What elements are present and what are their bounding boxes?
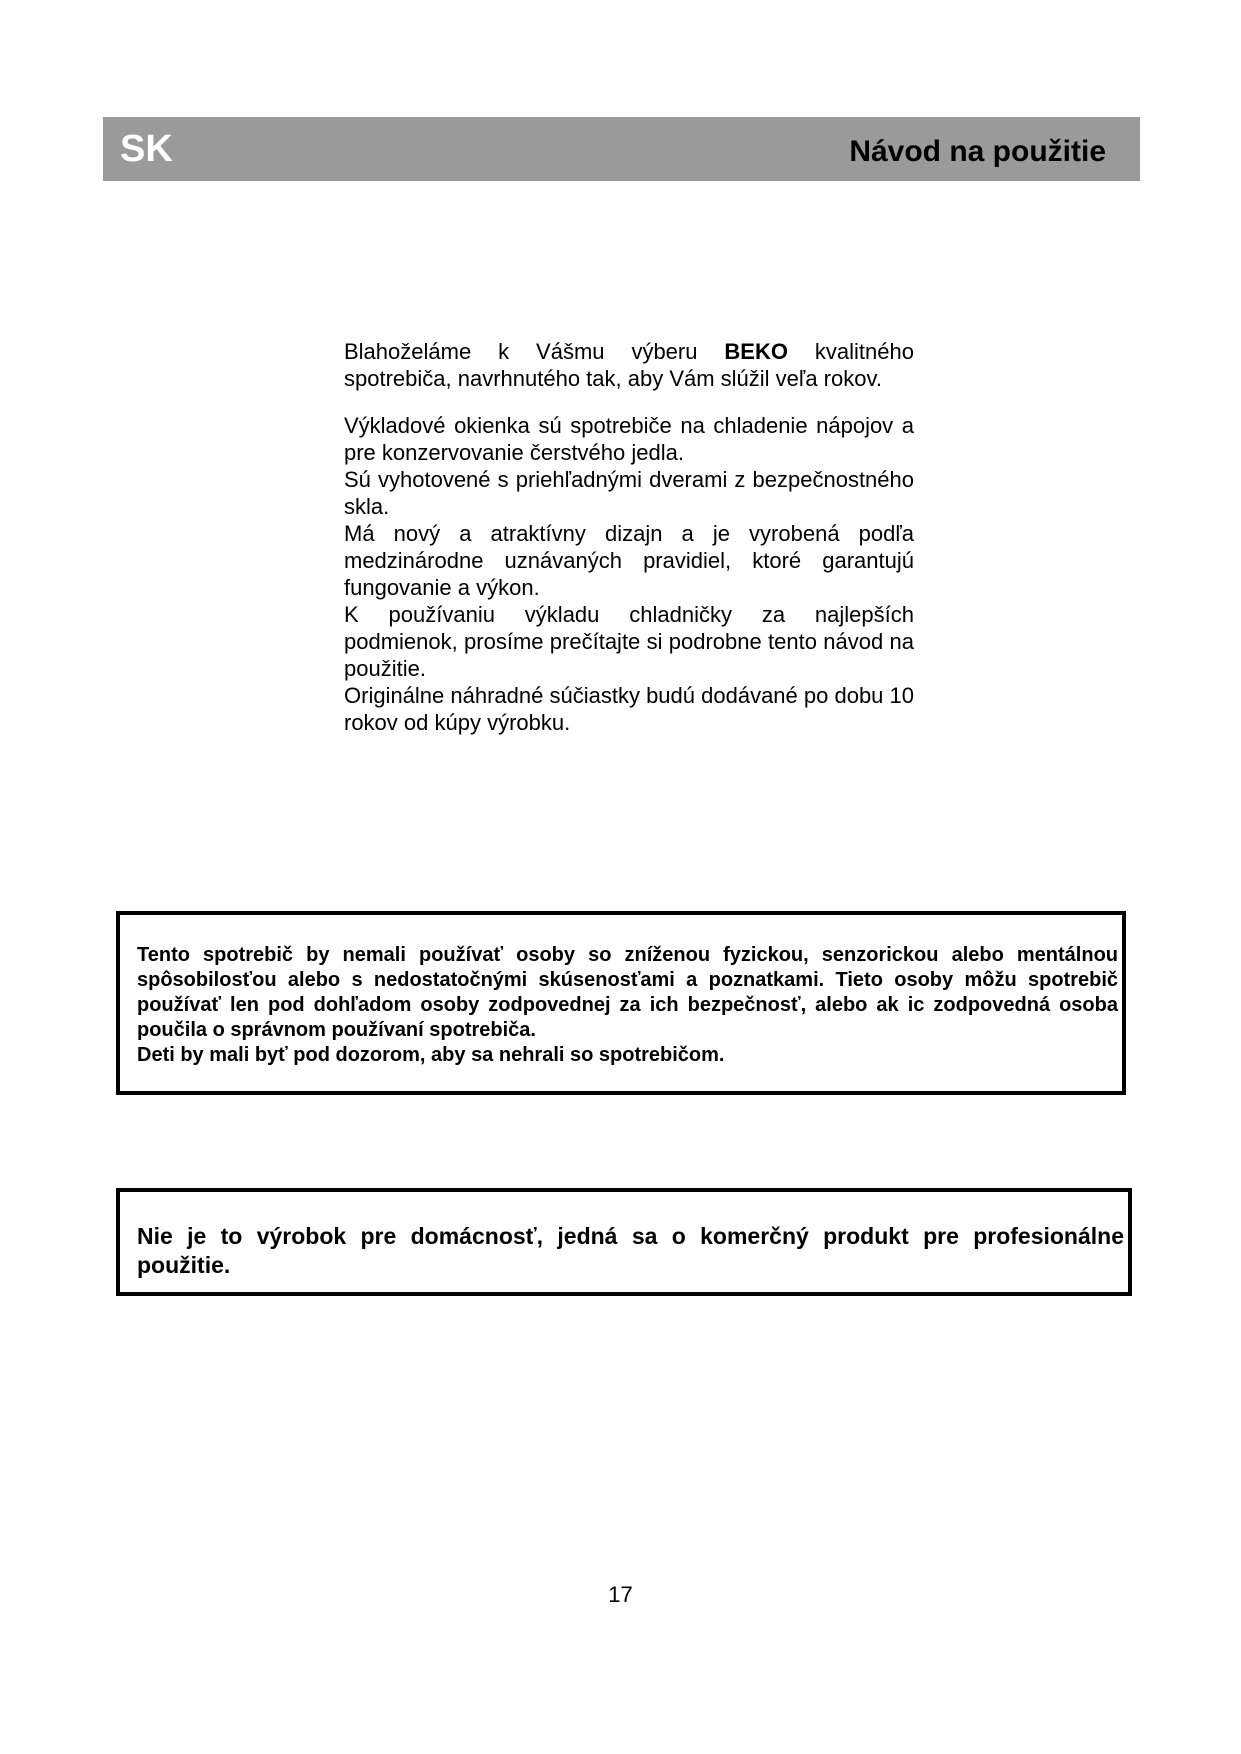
- greeting-paragraph: [344, 338, 914, 392]
- description-paragraph: [344, 412, 914, 736]
- description-line: K používaniu výkladu chladničky za najlepších podmienok, prosíme prečítajte si podrobne tento návod na použitie.: [344, 602, 914, 681]
- document-title: Návod na použitie: [849, 135, 1106, 168]
- greeting-before: Blahoželáme k Vášmu výberu: [344, 339, 698, 364]
- children-supervision-text: Deti by mali byť pod dozorom, aby sa nehrali so spotrebičom.: [137, 1044, 725, 1066]
- commercial-notice-text: Nie je to výrobok pre domácnosť, jedná sa o komerčný produkt pre profesionálne použitie.: [137, 1223, 1124, 1278]
- description-line: Sú vyhotovené s priehľadnými dverami z bezpečnostného skla.: [344, 467, 914, 519]
- intro-text: [344, 338, 914, 756]
- commercial-notice-box: [116, 1188, 1132, 1296]
- header-bar: [103, 117, 1140, 181]
- safety-notice-text: Tento spotrebič by nemali používať osoby so zníženou fyzickou, senzorickou alebo mentálnou spôsobilosťou alebo s nedostatočnými skúsenosťami a poznatkami. Tieto osoby môžu spotrebič používať len pod dohľadom osoby zodpovednej za ich bezpečnosť, alebo ak ic zodpovedná osoba poučila o správnom používaní spotrebiča.: [137, 944, 1118, 1041]
- description-line: Má nový a atraktívny dizajn a je vyrobená podľa medzinárodne uznávaných pravidiel, ktoré garantujú fungovanie a výkon.: [344, 521, 914, 600]
- greeting-after: kvalitného spotrebiča, navrhnutého tak, aby Vám slúžil veľa rokov.: [344, 339, 914, 391]
- brand-name: BEKO: [724, 339, 788, 364]
- safety-notice-box: [116, 911, 1126, 1095]
- language-code: SK: [120, 128, 173, 170]
- page-number: 17: [608, 1582, 633, 1607]
- description-line: Výkladové okienka sú spotrebiče na chladenie nápojov a pre konzervovanie čerstvého jedla.: [344, 413, 914, 465]
- description-line: Originálne náhradné súčiastky budú dodávané po dobu 10 rokov od kúpy výrobku.: [344, 683, 914, 735]
